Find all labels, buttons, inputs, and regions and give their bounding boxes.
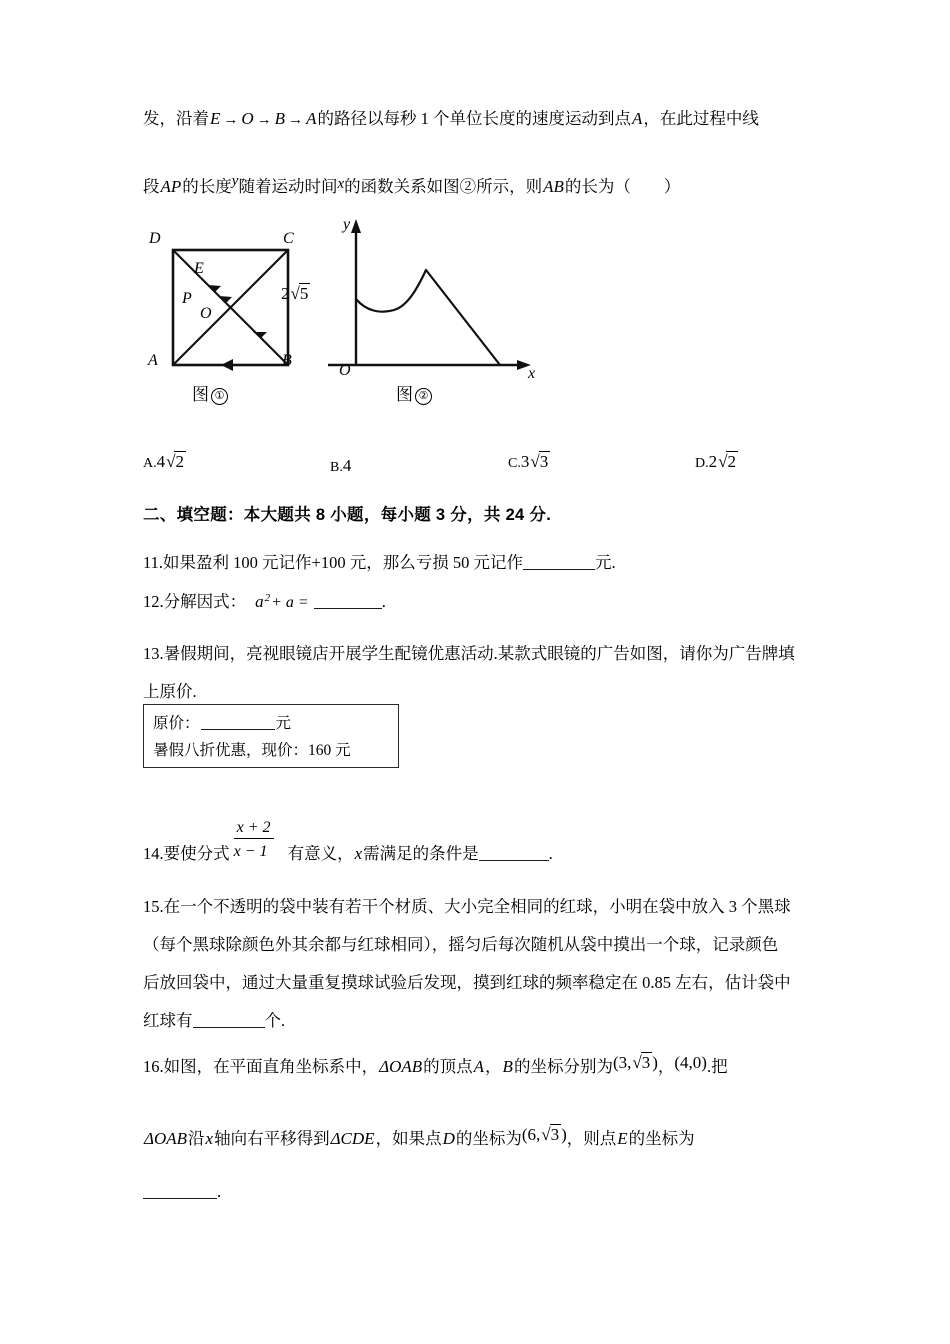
- q10-option-C-coeff: 3: [520, 452, 530, 471]
- q10-line1-part-c: ，在此过程中线: [643, 109, 759, 128]
- q16-line2-text-f: 的坐标为: [628, 1129, 695, 1148]
- question-16-line-1: [143, 1053, 728, 1077]
- figure1-caption-text: 图: [192, 385, 209, 404]
- q14-variable: x: [354, 844, 363, 863]
- q14-text-a: 14.要使分式: [143, 844, 230, 863]
- q11-text-a: 11.如果盈利 100 元记作+100 元，那么亏损 50 元记作: [143, 553, 523, 572]
- q15-line4-text-a: 红球有: [143, 1011, 193, 1030]
- figure2-y-axis-label: y: [343, 216, 351, 233]
- figure1-label-A: A: [148, 352, 158, 369]
- question-10-stem-line-1: [143, 105, 823, 129]
- q16-coord-D: (6,√3 ): [521, 1125, 567, 1144]
- question-10-stem-line-2: [143, 173, 823, 197]
- radical-sign-icon: √: [718, 452, 728, 471]
- q16-answer-blank[interactable]: [143, 1182, 217, 1199]
- q14-fraction-denominator: x − 1: [233, 842, 268, 860]
- q10-path-point-2: O: [241, 109, 254, 128]
- figure2-y-intercept-radical: [290, 284, 311, 304]
- q10-line2-part-c: 随着运动时间: [238, 177, 338, 196]
- q10-option-C-radical: [529, 452, 550, 472]
- q10-segment-ap: AP: [160, 177, 182, 196]
- adbox-original-price-label: 原价：: [153, 715, 200, 732]
- figure1-label-B: B: [282, 352, 292, 369]
- q10-line2-part-d: 的函数关系如图②所示，则: [344, 177, 543, 196]
- question-15-line-2: （每个黑球除颜色外其余都与红球相同），摇匀后每次随机从袋中摸出一个球，记录颜色: [143, 935, 779, 954]
- q10-line2-part-a: 段: [143, 177, 160, 196]
- q14-fraction-numerator: x + 2: [234, 819, 274, 839]
- q16-line2-text-a: 沿: [188, 1129, 205, 1148]
- figure-1-square-diagram: [153, 228, 333, 388]
- figures-container: [143, 210, 563, 415]
- q16-line1-text-b: 的顶点: [423, 1057, 473, 1076]
- figure2-x-axis-label: x: [528, 365, 536, 382]
- q14-text-c: 需满足的条件是: [363, 844, 479, 863]
- q14-fraction: [230, 818, 288, 860]
- q11-answer-blank[interactable]: [523, 553, 595, 570]
- q12-expr-exponent: 2: [264, 592, 271, 604]
- q10-line2-part-b: 的长度: [182, 177, 232, 196]
- q10-option-A-radicand: 2: [175, 452, 184, 471]
- radical-sign-icon: √: [530, 452, 540, 471]
- q10-option-A[interactable]: [143, 452, 186, 472]
- q14-text-d: .: [548, 844, 553, 863]
- q10-path-point-3: B: [274, 109, 286, 128]
- figure1-label-C: C: [283, 230, 294, 247]
- q16-coord-A-x: 3: [618, 1053, 628, 1072]
- q16-line2-text-c: ，如果点: [375, 1129, 442, 1148]
- q12-expr-base: a: [255, 592, 264, 611]
- q10-path-arrow-2: →: [256, 112, 272, 128]
- q16-axis-x: x: [205, 1129, 214, 1148]
- q16-coord-A: (3,√3 ): [612, 1053, 658, 1072]
- question-12: [143, 588, 386, 612]
- q16-triangle-oab-2: ΔOAB: [144, 1129, 188, 1148]
- q12-answer-blank[interactable]: [314, 592, 382, 609]
- q16-point-A: A: [473, 1057, 485, 1076]
- figure-2-caption: [396, 380, 432, 405]
- q10-path-point-1: E: [210, 109, 221, 128]
- q16-coord-B: (4,0): [674, 1053, 707, 1072]
- q10-option-B[interactable]: [330, 456, 351, 476]
- advertisement-box: [143, 704, 399, 768]
- q16-line1-text-f: .把: [706, 1057, 728, 1076]
- figure2-caption-text: 图: [396, 385, 413, 404]
- q12-expr-rest: + a =: [271, 594, 309, 611]
- q16-line2-text-d: 的坐标为: [455, 1129, 522, 1148]
- q16-coord-D-radical: [540, 1125, 561, 1145]
- q16-line1-text-d: 的坐标分别为: [513, 1057, 613, 1076]
- q16-coord-A-radical: [631, 1053, 652, 1073]
- question-15-line-1: 15.在一个不透明的袋中装有若干个材质、大小完全相同的红球，小明在袋中放入 3 个黑球: [143, 897, 791, 916]
- q15-line4-text-b: 个.: [264, 1011, 286, 1030]
- figure1-caption-number: ①: [211, 388, 228, 405]
- q11-text-b: 元.: [594, 553, 616, 572]
- q16-line1-text-e: ，: [657, 1057, 675, 1076]
- figure1-label-D: D: [149, 230, 161, 247]
- q16-line2-text-b: 轴向右平移得到: [214, 1129, 330, 1148]
- section-2-heading: 二、填空题：本大题共 8 小题，每小题 3 分，共 24 分.: [143, 506, 552, 524]
- q10-segment-ab: AB: [543, 177, 564, 196]
- q12-text-b: .: [381, 592, 386, 611]
- q10-line1-part-b: 的路径以每秒 1 个单位长度的速度运动到点: [317, 109, 631, 128]
- q16-point-E: E: [617, 1129, 628, 1148]
- q16-triangle-oab-1: ΔOAB: [379, 1057, 423, 1076]
- q10-line2-part-e: 的长为（ ）: [564, 177, 681, 196]
- q16-coord-D-x: 6: [527, 1125, 537, 1144]
- q14-text-b: 有意义，: [287, 844, 354, 863]
- figure-2-graph: [328, 215, 558, 380]
- figure1-label-O: O: [200, 305, 212, 322]
- q10-option-D-radical: [717, 452, 738, 472]
- q16-line2-text-e: ，则点: [566, 1129, 617, 1148]
- question-16-line-2: [143, 1125, 695, 1149]
- figure1-label-E: E: [194, 260, 204, 277]
- figure2-y-intercept-label: [281, 284, 310, 304]
- figure-1-caption: [192, 380, 228, 405]
- q10-option-A-label: A.: [143, 456, 157, 471]
- figure2-origin-label: O: [339, 362, 351, 379]
- question-13-line-1: 13.暑假期间，亮视眼镜店开展学生配镜优惠活动.某款式眼镜的广告如图，请你为广告牌填: [143, 644, 795, 663]
- radical-sign-icon: √: [541, 1125, 551, 1144]
- q10-option-B-label: B.: [330, 460, 343, 475]
- q10-option-C-label: C.: [508, 456, 521, 471]
- figure2-caption-number: ②: [415, 388, 432, 405]
- q10-line1-part-a: 发，沿着: [143, 109, 209, 128]
- q16-line3-period: .: [217, 1182, 222, 1201]
- q10-option-A-coeff: 4: [156, 452, 166, 471]
- q16-coord-A-radicand: 3: [641, 1053, 651, 1072]
- question-13-line-2: 上原价.: [143, 682, 197, 701]
- question-15-line-4: [143, 1007, 285, 1031]
- radical-sign-icon: √: [290, 284, 300, 303]
- adbox-row-discount: 暑假八折优惠，现价：160 元: [153, 742, 351, 759]
- q10-path-point-4: A: [306, 109, 317, 128]
- q10-line1-var: A: [631, 109, 643, 128]
- q10-path-arrow-1: →: [223, 112, 239, 128]
- figure2-y-intercept-radicand: 5: [299, 284, 309, 303]
- q10-option-D[interactable]: [695, 452, 738, 472]
- q10-option-C[interactable]: [508, 452, 550, 472]
- q16-line1-text-a: 16.如图，在平面直角坐标系中，: [143, 1057, 379, 1076]
- q12-text-a: 12.分解因式：: [143, 592, 247, 611]
- q10-option-C-radicand: 3: [539, 452, 549, 471]
- question-11: [143, 549, 616, 573]
- q16-coord-D-radicand: 3: [550, 1125, 560, 1144]
- radical-sign-icon: √: [166, 452, 176, 471]
- q16-line1-text-c: ，: [485, 1057, 502, 1076]
- radical-sign-icon: √: [632, 1053, 642, 1072]
- figure1-label-P: P: [182, 290, 192, 307]
- q16-point-D: D: [442, 1129, 455, 1148]
- q16-point-B: B: [502, 1057, 513, 1076]
- q10-var-x: x: [337, 176, 345, 192]
- adbox-row-original-price: [153, 710, 398, 737]
- q10-option-D-label: D.: [695, 456, 709, 471]
- q10-option-D-radicand: 2: [727, 452, 736, 471]
- question-16-line-3: [143, 1182, 221, 1202]
- q10-option-D-coeff: 2: [708, 452, 718, 471]
- q10-option-A-radical: [165, 452, 186, 472]
- question-14: [143, 818, 553, 864]
- adbox-original-price-unit: 元: [275, 715, 292, 732]
- q10-option-B-coeff: 4: [342, 456, 352, 475]
- question-15-line-3: 后放回袋中，通过大量重复摸球试验后发现，摸到红球的频率稳定在 0.85 左右，估计袋中: [143, 973, 791, 992]
- figure2-y-intercept-coeff: 2: [281, 284, 290, 303]
- q16-triangle-cde: ΔCDE: [330, 1129, 375, 1148]
- q13-original-price-blank[interactable]: [201, 714, 275, 730]
- q14-answer-blank[interactable]: [479, 844, 549, 861]
- q10-path-arrow-3: →: [288, 112, 304, 128]
- q15-answer-blank[interactable]: [193, 1011, 265, 1028]
- q10-var-y: y: [231, 173, 239, 189]
